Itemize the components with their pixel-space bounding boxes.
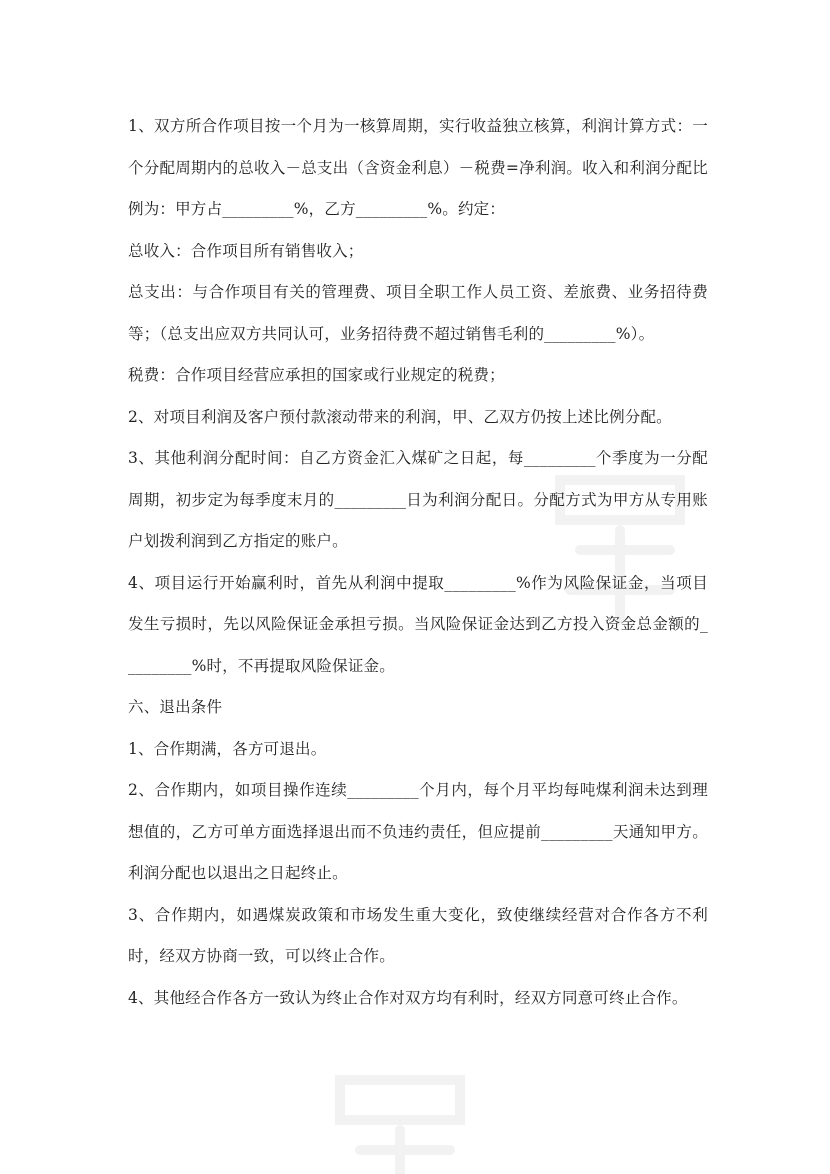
paragraph-risk-deposit: 4、项目运行开始赢利时，首先从利润中提取_________%作为风险保证金，当项目发生亏损时，先以风险保证金承担亏损。当风险保证金达到乙方投入资金总金额的_________%时，不再提取风险保证金。 [128, 573, 708, 675]
paragraph-advance-profit: 2、对项目利润及客户预付款滚动带来的利润，甲、乙双方仍按上述比例分配。 [128, 407, 672, 426]
paragraph-distribution-time: 3、其他利润分配时间：自乙方资金汇入煤矿之日起，每_________个季度为一分配周期，初步定为每季度末月的_________日为利润分配日。分配方式为甲方从专用账户划拨利润到乙方指定的账户。 [128, 449, 708, 550]
paragraph-taxes: 税费：合作项目经营应承担的国家或行业规定的税费； [128, 366, 505, 384]
paragraph-exit-mutual-agreement: 4、其他经合作各方一致认为终止合作对双方均有利时，经双方同意可终止合作。 [128, 988, 688, 1007]
paragraph-exit-unilateral: 2、合作期内，如项目操作连续_________个月内，每个月平均每吨煤利润未达到理想值的，乙方可单方面选择退出而不负违约责任，但应提前_________天通知甲方。利润分配也以退出之日起终止。 [128, 781, 708, 882]
paragraph-total-expenditure: 总支出：与合作项目有关的管理费、项目全职工作人员工资、差旅费、业务招待费等；（总支出应双方共同认可，业务招待费不超过销售毛利的_________%）。 [128, 283, 708, 343]
paragraph-exit-term-expiry: 1、合作期满，各方可退出。 [128, 739, 327, 758]
watermark-logo-icon [300, 1040, 500, 1174]
section-heading-exit-conditions: 六、退出条件 [128, 698, 223, 716]
paragraph-exit-policy-change: 3、合作期内，如遇煤炭政策和市场发生重大变化，致使继续经营对合作各方不利时，经双方协商一致，可以终止合作。 [128, 905, 708, 965]
paragraph-profit-calculation: 1、双方所合作项目按一个月为一核算周期，实行收益独立核算，利润计算方式：一个分配周期内的总收入－总支出（含资金利息）－税费=净利润。收入和利润分配比例为：甲方占_________%，乙方_________%。约定： [128, 117, 708, 218]
paragraph-total-revenue: 总收入：合作项目所有销售收入； [128, 241, 364, 260]
document-body [128, 106, 708, 1019]
